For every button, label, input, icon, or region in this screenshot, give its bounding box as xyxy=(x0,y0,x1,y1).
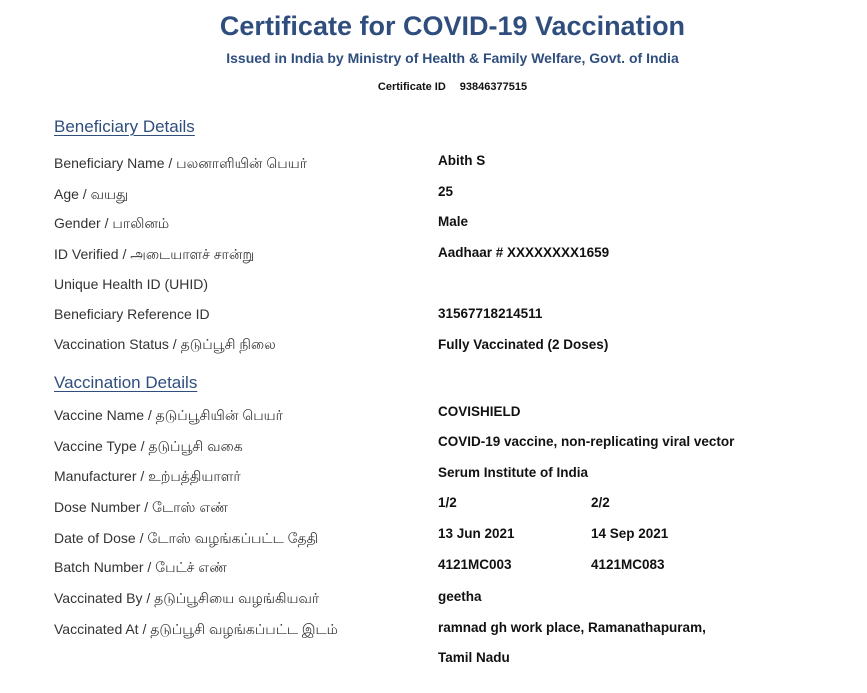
vaccine-type-value: COVID-19 vaccine, non-replicating viral vector xyxy=(438,434,735,449)
beneficiary-reference-id-value: 31567718214511 xyxy=(438,306,543,321)
vaccine-name-value: COVISHIELD xyxy=(438,404,521,419)
certificate-title: Certificate for COVID-19 Vaccination xyxy=(219,11,686,41)
gender-label: Gender / பாலினம் xyxy=(54,215,170,231)
vaccination-status-value: Fully Vaccinated (2 Doses) xyxy=(438,337,609,352)
date-of-dose-label: Date of Dose / டோஸ் வழங்கப்பட்ட தேதி xyxy=(54,530,319,546)
beneficiary-details-heading: Beneficiary Details xyxy=(54,117,195,136)
manufacturer-value: Serum Institute of India xyxy=(438,465,589,480)
age-value: 25 xyxy=(438,184,454,199)
vaccinated-at-value: ramnad gh work place, Ramanathapuram, xyxy=(438,620,706,635)
vaccination-details-heading: Vaccination Details xyxy=(54,373,198,392)
dose-number-value-2: 2/2 xyxy=(591,495,610,510)
batch-number-value-1: 4121MC003 xyxy=(438,557,512,572)
batch-number-value-2: 4121MC083 xyxy=(591,557,665,572)
certificate-id xyxy=(0,81,867,93)
vaccination-status-label: Vaccination Status / தடுப்பூசி நிலை xyxy=(54,336,276,352)
age-label: Age / வயது xyxy=(54,186,129,202)
certificate-id-value: 93846377515 xyxy=(459,81,528,93)
beneficiary-reference-id-label: Beneficiary Reference ID xyxy=(54,306,210,322)
certificate-id-label: Certificate ID xyxy=(377,81,446,93)
beneficiary-name-value: Abith S xyxy=(438,153,486,168)
vaccinated-at-value-line2: Tamil Nadu xyxy=(438,650,510,665)
id-verified-label: ID Verified / அடையாளச் சான்று xyxy=(54,246,255,262)
vaccinated-by-value: geetha xyxy=(438,589,482,604)
vaccine-type-label: Vaccine Type / தடுப்பூசி வகை xyxy=(54,438,243,454)
date-of-dose-value-1: 13 Jun 2021 xyxy=(438,526,515,541)
dose-number-label: Dose Number / டோஸ் எண் xyxy=(54,499,229,515)
batch-number-label: Batch Number / பேட்ச் எண் xyxy=(54,559,228,575)
vaccinated-at-label: Vaccinated At / தடுப்பூசி வழங்கப்பட்ட இடம் xyxy=(54,621,338,637)
vaccine-name-label: Vaccine Name / தடுப்பூசியின் பெயர் xyxy=(54,407,283,423)
uhid-label: Unique Health ID (UHID) xyxy=(54,276,209,292)
issuer-subtitle: Issued in India by Ministry of Health & Family Welfare, Govt. of India xyxy=(226,50,679,66)
id-verified-value: Aadhaar # XXXXXXXX1659 xyxy=(438,245,610,260)
date-of-dose-value-2: 14 Sep 2021 xyxy=(591,526,669,541)
dose-number-value-1: 1/2 xyxy=(438,495,457,510)
beneficiary-name-label: Beneficiary Name / பலனாளியின் பெயர் xyxy=(54,155,308,171)
vaccinated-by-label: Vaccinated By / தடுப்பூசியை வழங்கியவர் xyxy=(54,590,320,606)
gender-value: Male xyxy=(438,214,469,229)
manufacturer-label: Manufacturer / உற்பத்தியாளர் xyxy=(54,468,241,484)
